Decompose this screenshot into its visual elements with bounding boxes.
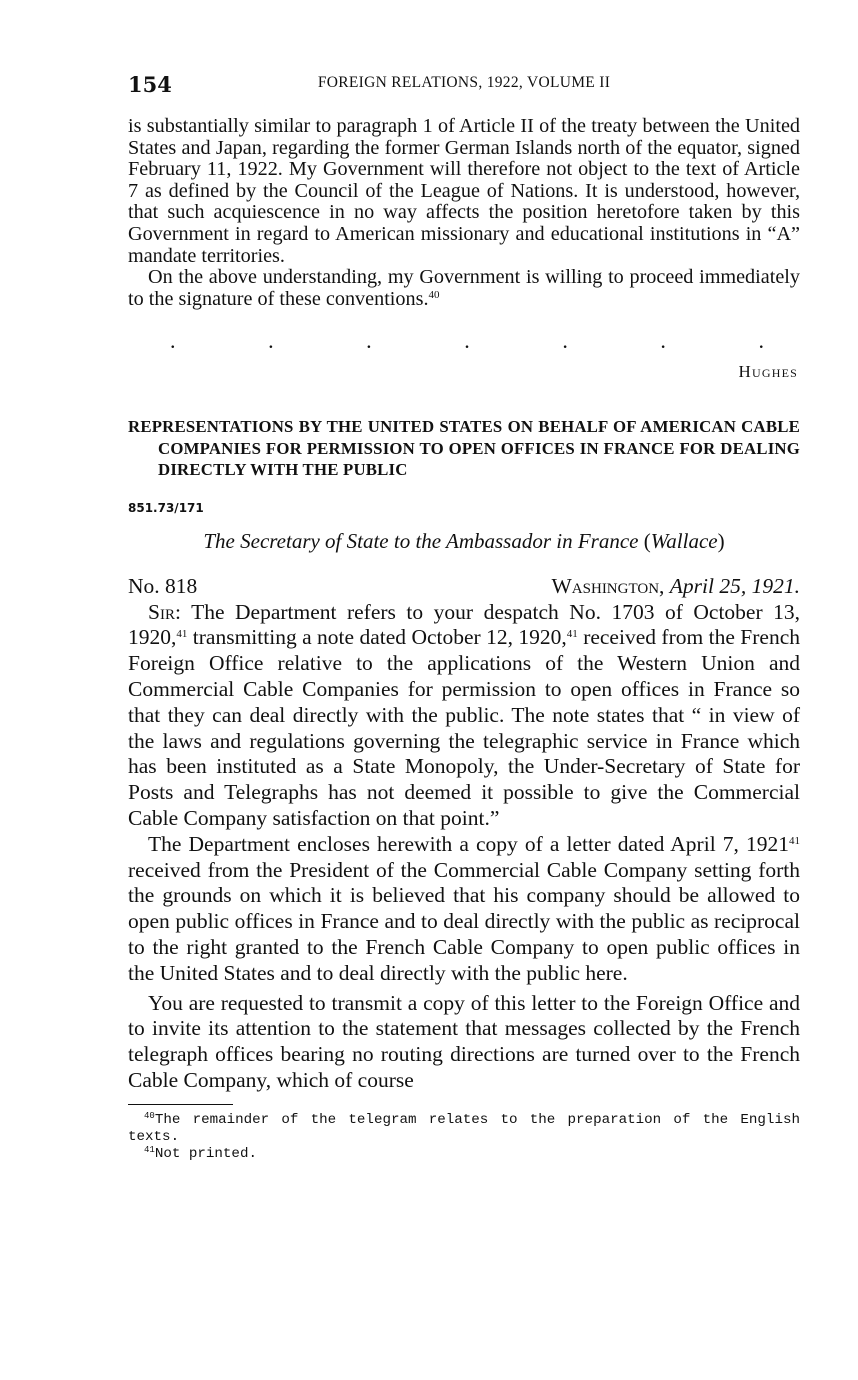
footnote-ref-40: 40	[428, 288, 440, 301]
footnote-number: 41	[144, 1144, 155, 1155]
ellipsis-dot: .	[758, 328, 764, 354]
file-number: 851.73/171	[128, 500, 204, 515]
document-title: The Secretary of State to the Ambassador in France (Wallace)	[203, 528, 725, 553]
footnote-divider	[128, 1104, 233, 1105]
footnote-ref-41: 41	[176, 628, 188, 641]
letter-text: The Department encloses herewith a copy of a letter dated April 7, 1921	[148, 831, 789, 856]
doc-title-name: Wallace	[650, 528, 718, 553]
footnote-ref-41: 41	[789, 834, 800, 847]
date: April 25, 1921.	[669, 573, 800, 598]
letter-paragraph-3: You are requested to transmit a copy of this letter to the Foreign Office and to invite its attention to the statement that messages collected by the French telegraph offices bearing no routing directions are turned over to the French Cable Company, which of course	[128, 990, 800, 1092]
place: Washington,	[551, 573, 665, 598]
letter-text: received from the French Foreign Office relative to the applications of the Western Union and Commercial Cable Companies for permission to open offices in France so that they can deal directly with the public. The note states that “ in view of the laws and regulations governing the telegraphic service in France which has been instituted as a State Monopoly, the Under-Secretary of State for Posts and Telegraphs has not deemed it possible to give the Commercial Cable Company satisfaction on that point.”	[128, 625, 800, 831]
footnote-40	[128, 1112, 800, 1146]
letter-text: received from the President of the Commercial Cable Company setting forth the grounds on which it is believed that his company should be allowed to open public offices in France and to deal directly with the public as reciprocal to the right granted to the French Cable Company to open public offices in the United States and to deal directly with the public here.	[128, 857, 800, 985]
ellipsis-dot: .	[170, 328, 176, 354]
continuation-paragraph: is substantially similar to paragraph 1 of Article II of the treaty between the United States and Japan, regarding the former German Islands north of the equator, signed February 11, 1922. My Government will therefore not object to the text of Article 7 as defined by the Council of the League of Nations. It is understood, however, that such acquiescence in no way affects the position heretofore taken by this Government in regard to American missionary and educational institutions in “A” mandate territories.	[128, 115, 800, 267]
ellipsis-dot: .	[366, 328, 372, 354]
dateline	[128, 574, 800, 600]
letter-text: transmitting a note dated October 12, 1920,	[187, 625, 567, 650]
page-number: 154	[128, 72, 172, 97]
footnote-ref-41: 41	[566, 628, 578, 641]
salutation: Sir:	[148, 599, 181, 624]
footnote-text: Not printed.	[154, 1145, 257, 1162]
signature: Hughes	[738, 362, 798, 382]
ellipsis-dot: .	[660, 328, 666, 354]
section-heading: REPRESENTATIONS BY THE UNITED STATES ON BEHALF OF AMERICAN CABLE COMPANIES FOR PERMISSION TO OPEN OFFICES IN FRANCE FOR DEALING DIRECTLY WITH THE PUBLIC	[128, 417, 800, 480]
ellipsis-dot: .	[562, 328, 568, 354]
closing-text: On the above understanding, my Government is willing to proceed immediately to the signature of these conventions.	[128, 266, 800, 310]
footnote-41	[128, 1146, 800, 1163]
omission-ellipsis	[128, 330, 800, 352]
document-number: No. 818	[128, 573, 198, 598]
running-title: FOREIGN RELATIONS, 1922, VOLUME II	[317, 74, 611, 91]
running-head	[128, 70, 800, 104]
ellipsis-dot: .	[268, 328, 274, 354]
letter-paragraph-2	[128, 832, 800, 987]
footnote-number: 40	[144, 1110, 155, 1121]
document-page	[128, 70, 800, 1163]
ellipsis-dot: .	[464, 328, 470, 354]
letter-paragraph-1	[128, 600, 800, 832]
place-date	[552, 574, 800, 600]
footnote-text: The remainder of the telegram relates to the preparation of the English texts.	[128, 1111, 800, 1145]
letter-text: The Department refers to your despatch No. 1703 of October 13, 1920,	[128, 599, 800, 650]
doc-title-main: The Secretary of State to the Ambassador in France	[203, 528, 639, 553]
continuation-closing-paragraph	[128, 267, 800, 310]
